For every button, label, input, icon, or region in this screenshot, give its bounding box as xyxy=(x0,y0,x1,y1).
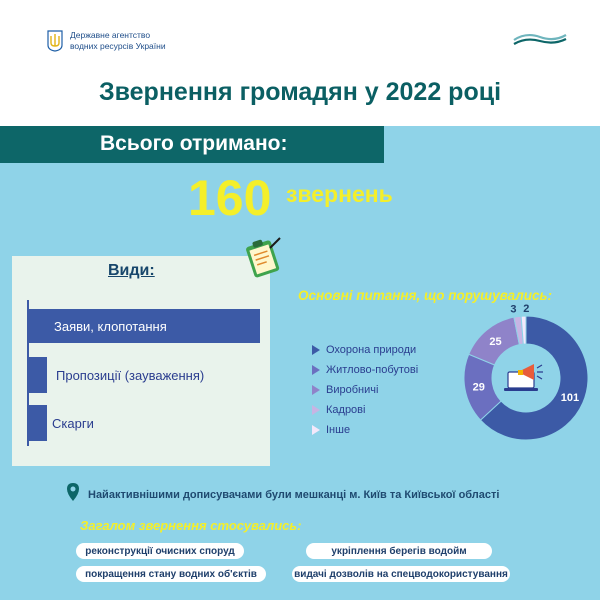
legend-item xyxy=(312,360,418,380)
agency-name xyxy=(70,30,166,52)
types-bar xyxy=(27,405,47,441)
issues-donut-chart xyxy=(460,303,592,444)
waves-logo-icon xyxy=(512,30,568,48)
legend-marker-icon xyxy=(312,365,320,375)
legend-label: Кадрові xyxy=(326,404,366,416)
most-active-text: Найактивнішими дописувачами були мешканці м. Київ та Київської області xyxy=(88,489,500,501)
legend-label: Житлово-побутові xyxy=(326,364,419,376)
types-bar-label: Скарги xyxy=(52,416,94,431)
topic-pill: укріплення берегів водойм xyxy=(306,543,492,559)
donut-value-label: 3 xyxy=(510,303,517,316)
topic-pill: видачі дозволів на спецводокористування xyxy=(292,566,510,582)
types-bar-label: Заяви, клопотання xyxy=(54,319,167,334)
legend-item xyxy=(312,400,418,420)
agency-line-2: водних ресурсів України xyxy=(70,41,166,51)
legend-item xyxy=(312,420,418,440)
total-label: Всього отримано: xyxy=(100,132,288,155)
legend-label: Охорона природи xyxy=(326,344,417,356)
legend-item xyxy=(312,380,418,400)
topics-title: Загалом звернення стосувались: xyxy=(80,518,302,533)
clipboard-icon xyxy=(240,236,284,278)
types-bar-label: Пропозиції (зауваження) xyxy=(56,368,205,383)
legend-item xyxy=(312,340,418,360)
legend-marker-icon xyxy=(312,345,320,355)
types-bar xyxy=(27,357,47,393)
legend-marker-icon xyxy=(312,425,320,435)
megaphone-laptop-icon xyxy=(495,347,557,409)
types-panel xyxy=(12,256,270,466)
agency-line-1: Державне агентство xyxy=(70,30,151,40)
legend-marker-icon xyxy=(312,385,320,395)
map-pin-icon xyxy=(66,482,80,502)
donut-value-label: 2 xyxy=(523,303,530,316)
legend-label: Виробничі xyxy=(326,384,379,396)
types-title: Види: xyxy=(108,262,155,279)
total-unit: звернень xyxy=(286,181,393,207)
topic-pill: реконструкції очисних споруд xyxy=(76,543,244,559)
donut-value-label: 101 xyxy=(560,392,580,405)
header xyxy=(0,0,600,126)
topic-pill: покращення стану водних об'єктів xyxy=(76,566,266,582)
donut-value-label: 29 xyxy=(472,381,485,394)
issues-legend xyxy=(312,340,418,440)
donut-value-label: 25 xyxy=(489,335,502,348)
page-title: Звернення громадян у 2022 році xyxy=(98,78,502,106)
types-axis-line xyxy=(27,300,29,446)
legend-marker-icon xyxy=(312,405,320,415)
legend-label: Інше xyxy=(326,424,351,436)
total-number: 160 xyxy=(188,170,272,226)
trident-emblem-icon xyxy=(46,30,64,52)
issues-title: Основні питання, що порушувались: xyxy=(298,288,552,303)
